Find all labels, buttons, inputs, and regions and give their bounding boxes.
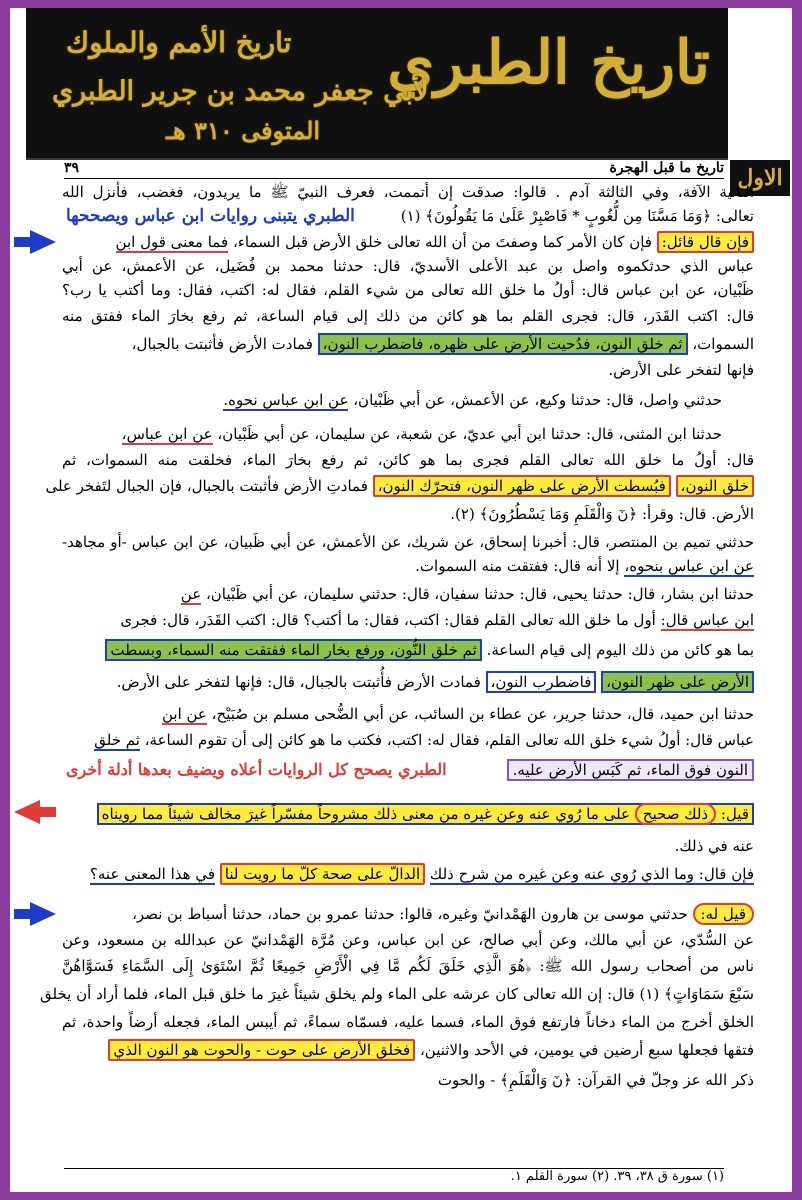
text-segment: فإن كان الأمر كما وصفتَ من أن الله تعالى خلق الأرض قبل السماء، <box>232 233 652 251</box>
page-number: ٣٩ <box>64 160 80 176</box>
text-segment: عباس قال: أولُ شيء خلق الله تعالى القلم، فقال له: اكتب، فكتب ما هو كائن إلى أن تقوم الساعة، <box>144 731 754 749</box>
text-segment: على ما رُوي عنه وعن غيره من معنى ذلك مشروحاً مفسّراً غيرَ مخالف شيئاً مما رويناه <box>101 805 631 823</box>
text-line <box>105 640 754 660</box>
annotation-blue-text: الطبري يتبنى روايات ابن عباس ويصححها <box>66 206 355 226</box>
text-line: سَبْعَ سَمَاوَاتٍ﴾ (١) قال: إن الله تعالى كان عرشه على الماء ولم يخلق شيئاً غيرَ ما خلق قبل الماء، فلما أراد أن يخلق <box>40 985 754 1003</box>
correct-oval: ذلك صحيح <box>635 803 716 825</box>
volume-tag: الاول <box>730 160 790 196</box>
text-line: الثانية الآفة، وفي الثالثة آدم . قالوا: صدقت إن أتممت، فعرف النبيّ ﷺ ما يريدون، فغضب، فأنزل الله <box>62 183 754 201</box>
highlight-yellow-passage: الدالّ على صحة كلّ ما رويت لنا <box>220 863 425 885</box>
running-head <box>64 160 724 179</box>
text-line <box>132 334 754 354</box>
annotation-red-heading <box>66 760 447 780</box>
highlight-yellow-passage: خلق النون، <box>676 475 754 497</box>
text-line: عباس الذي حدثكموه واصل بن عبد الأعلى الأسديّ، قال: حدثنا محمد بن فُضَيل، عن الأعمش، عن أبي <box>62 257 754 275</box>
blue-arrow-icon <box>12 228 58 256</box>
text-segment: حدثني موسى بن هارون الهَمْدانيّ وغيره، قالوا: حدثنا عمرو بن حماد، حدثنا أسباط بن نصر، <box>132 905 688 923</box>
text-segment: حدثنا ابن المثنى، قال: حدثنا ابن أبي عديّ، عن شعبة، عن سليمان، عن أبي ظَبْيان، <box>217 425 722 443</box>
text-line <box>45 476 754 496</box>
text-line <box>108 1040 754 1060</box>
red-arrow-icon <box>12 798 58 826</box>
text-line: عن السُّدّي، عن أبي مالك، وعن أبي صالح، عن ابن عباس، وعن مُرَّة الهَمْدانيّ عن عبدالله بن مسعود، وعن <box>62 931 754 949</box>
text-line <box>117 672 754 692</box>
highlight-yellow-passage: فخلق الأرض على حوت - والحوت هو النون الذي <box>108 1039 415 1061</box>
annotation-blue-heading <box>66 206 355 226</box>
text-line: ناس من أصحاب رسول الله ﷺ: ﴿هُوَ الَّذِي خَلَقَ لَكُم مَّا فِي الْأَرْضِ جَمِيعًا ثُمَّ اسْتَوَىٰ إِلَى السَّمَاءِ فَسَوَّاهُنَّ <box>62 957 754 975</box>
text-line: ظَبْيان، عن ابن عباس قال: أولُ ما خلق الله تعالى من شيء القلم، فقال له: اكتب، فقال: وما أكتب يا رب؟ <box>62 281 754 299</box>
text-segment: حدثنا ابن حميد، قال، حدثنا جرير، عن عطاء بن السائب، عن أبي الضُّحى مسلم بن صُبَيْح، <box>211 705 754 723</box>
banner-main-title: تاريخ الطبري <box>387 28 710 98</box>
underlined-segment: عن ابن <box>161 705 207 723</box>
text-segment: فمادت الأرض فأُثبتت بالجبال، قال: فإنها لتفخر على الأرض. <box>116 673 481 691</box>
text-line <box>122 424 722 444</box>
text-line <box>162 704 754 724</box>
text-line <box>507 760 754 780</box>
underlined-segment: عن ابن عباس نحوه. <box>223 391 349 409</box>
text-segment: فمادتِ الأرض فأثبتت بالجبال، فإن الجبال لتَفخر على <box>45 477 368 495</box>
text-segment: حدثني واصل، قال: حدثنا وكيع، عن الأعمش، عن أبي ظَبْيان، <box>353 391 722 409</box>
highlight-green-passage: ثم خلق النون، فدُحيت الأرض على ظهره، فاضطرب النون، <box>318 333 688 355</box>
underlined-segment: عن ابن عباس بنحوه، <box>624 557 754 575</box>
underlined-segment: ثم خلق <box>94 731 140 749</box>
text-segment: حدثنا ابن بشار، قال: حدثنا يحيى، قال: حدثنا سفيان، قال: حدثني سليمان، عن أبي ظَبْيان، <box>205 585 754 603</box>
text-line <box>90 864 754 884</box>
book-cover-banner <box>26 8 728 160</box>
text-line: الأرض. قال: وقرأ: ﴿نٓ وَالْقَلَمِ وَمَا يَسْطُرُونَ﴾ (٢). <box>450 505 754 523</box>
banner-subtitle-2: لأبي جعفر محمد بن جرير الطبري <box>52 76 429 107</box>
text-line <box>116 232 754 252</box>
text-line: فإنها لتفخر على الأرض. <box>608 361 754 379</box>
answer-label: قيل: <box>720 805 749 823</box>
text-line: الخلق أخرج من الماء دخاناً فارتفع فوق الماء، فسما عليه، فسمّاه سماءً، ثم أيبس الماء، فجعله أرضاً واحدة، ثم <box>62 1013 754 1031</box>
banner-subtitle-3: المتوفى ٣١٠ هـ <box>166 116 321 145</box>
text-segment: السموات، <box>692 335 754 353</box>
text-segment: فتقها فجعلها سبع أرضين في يومين، في الأحد والاثنين، <box>419 1041 754 1059</box>
quran-verse: تعالى: ﴿وَمَا مَسَّنَا مِن لُّغُوبٍ * فَاصْبِرْ عَلَىٰ مَا يَقُولُونَ﴾ (١) <box>400 207 754 225</box>
text-line <box>415 556 754 576</box>
highlight-green-passage: الأرض على ظهر النون، <box>601 671 754 693</box>
text-line <box>94 730 754 750</box>
text-segment: أول ما خلق الله تعالى القلم فقال: اكتب، فقال: ما أكتب؟ قال: اكتب القَدَر، قال: فجرى <box>120 611 656 629</box>
highlight-question: فإن قال قائل: <box>657 231 754 253</box>
text-line <box>120 610 754 630</box>
running-head-title: تاريخ ما قبل الهجرة <box>609 160 724 176</box>
answer-box <box>97 803 754 825</box>
text-segment: بما هو كائن من ذلك اليوم إلى قيام الساعة. <box>486 641 754 659</box>
highlight-yellow-passage: فبُسطت الأرض على ظهر النون، فتحرّك النون، <box>373 475 671 497</box>
text-line <box>181 584 754 604</box>
text-line <box>223 390 722 410</box>
text-line <box>97 804 754 824</box>
text-line: قال: أولُ ما خلق الله تعالى القلم فجرى بما هو كائن، ثم رفع بخارَ الماء، فخلقت منه السموات، ثم <box>62 451 754 469</box>
underlined-segment: في هذا المعنى عنه؟ <box>89 865 216 883</box>
text-line <box>401 206 754 226</box>
text-line: ذكر الله عز وجلّ في القرآن: ﴿نٓ وَالْقَلَمِ﴾ - والحوت <box>437 1071 754 1089</box>
text-line: قال: اكتب القَدَر، قال: فجرى القلم بما هو كائن من ذلك إلى قيام الساعة، ثم رفع بخارَ الماء ففتق منه <box>62 307 754 325</box>
annotation-red-text: الطبري يصحح كل الروايات أعلاه ويضيف بعدها أدلة أخرى <box>66 760 447 779</box>
underlined-segment: فما معنى قول ابن <box>115 233 229 251</box>
underlined-segment: عن <box>180 585 202 603</box>
underlined-segment: ابن عباس قال: <box>660 611 754 629</box>
answer-oval: قيل له: <box>693 903 755 925</box>
underlined-segment: فإن قال: وما الذي رُوي عنه وعن غيره من شرح ذلك <box>429 865 754 883</box>
text-segment: فمادت الأرض فأثبتت بالجبال، <box>131 335 313 353</box>
banner-subtitle-1: تاريخ الأمم والملوك <box>66 26 292 59</box>
text-line: حدثني تميم بن المنتصر، قال: أخبرنا إسحاق، عن شريك، عن الأعمش، عن أبي ظَبيان، عن ابن عباس -أو مجاهد- <box>62 533 754 551</box>
boxed-segment: فاضطرب النون، <box>486 671 597 693</box>
text-line <box>132 904 754 924</box>
highlight-green-passage: ثم خلق النُّون، ورفع بخار الماء ففتقت منه السماء، وبسطت <box>105 639 481 661</box>
text-line: عنه في ذلك. <box>674 837 754 855</box>
footnote: (١) سورة ق ٣٨، ٣٩. (٢) سورة القلم ١. <box>64 1168 724 1184</box>
blue-arrow-icon <box>12 900 58 928</box>
text-segment: إلا أنه قال: ففتقت منه السموات. <box>415 557 620 575</box>
boxed-passage: النون فوق الماء، ثم كَبَس الأرض عليه. <box>507 759 754 781</box>
underlined-segment: عن ابن عباس، <box>121 425 213 443</box>
